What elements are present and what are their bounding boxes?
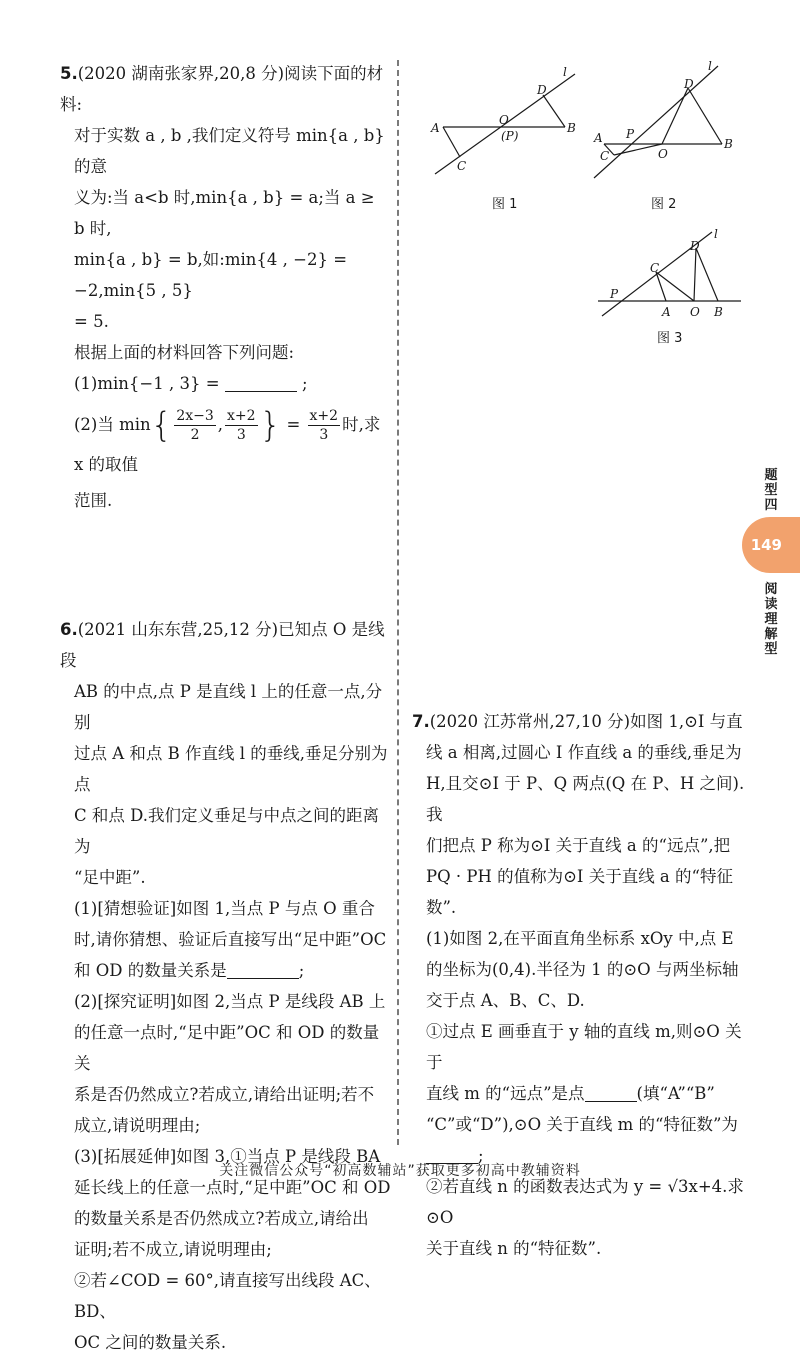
- fraction-denominator: 2: [190, 427, 200, 443]
- problem-7-part2-line1: ②若直线 n 的函数表达式为 y = √3x+4.求⊙O: [426, 1177, 744, 1227]
- blank-suffix: ;: [298, 961, 305, 980]
- q1-suffix: ;: [302, 374, 308, 393]
- label-D: D: [537, 83, 547, 97]
- problem-6-number: 6.: [60, 620, 78, 639]
- figure-1-diagram: [425, 62, 585, 187]
- answer-blank[interactable]: [227, 960, 299, 979]
- problem-7-line: (1)如图 2,在平面直角坐标系 xOy 中,点 E: [426, 929, 734, 948]
- label-O: O: [658, 147, 668, 161]
- q2-suffix: 时,求 x 的取值: [74, 415, 381, 474]
- equals-sign: =: [286, 415, 301, 434]
- problem-7-part1-line3: “C”或“D”),⊙O 关于直线 m 的“特征数”为: [426, 1115, 738, 1134]
- fraction: [225, 407, 258, 444]
- problem-7-line: 交于点 A、B、C、D.: [426, 991, 585, 1010]
- label-P: P: [610, 287, 619, 301]
- fraction: [308, 407, 341, 444]
- problem-7-line: 数”.: [426, 898, 457, 917]
- page-number: 149: [750, 536, 782, 554]
- problem-6-line: (3)[拓展延伸]如图 3,①当点 P 是线段 BA: [74, 1147, 381, 1166]
- problem-6-line: 的任意一点时,“足中距”OC 和 OD 的数量关: [74, 1023, 380, 1073]
- problem-6-line: 证明;若不成立,请说明理由;: [74, 1240, 272, 1259]
- label-A: A: [662, 305, 671, 319]
- figure-3-caption: 图 3: [657, 331, 683, 346]
- label-P: P: [626, 127, 635, 141]
- fraction-denominator: 3: [236, 427, 246, 443]
- figure-1: [425, 62, 585, 187]
- figure-2: [590, 58, 740, 188]
- figure-2-diagram: [590, 58, 740, 188]
- problem-6-line: 的数量关系是否仍然成立?若成立,请给出: [74, 1209, 369, 1228]
- problem-6-line: 时,请你猜想、验证后直接写出“足中距”OC: [74, 930, 387, 949]
- problem-5-source: (2020 湖南张家界,20,8 分)阅读下面的材料:: [60, 64, 384, 114]
- problem-5-q1: [60, 368, 390, 399]
- label-O: O: [499, 113, 509, 127]
- problem-7-number: 7.: [412, 712, 430, 731]
- label-P: (P): [501, 129, 519, 143]
- problem-7-line: 线 a 相离,过圆心 I 作直线 a 的垂线,垂足为: [426, 743, 742, 762]
- problem-7-part1-line1: ①过点 E 画垂直于 y 轴的直线 m,则⊙O 关于: [426, 1022, 742, 1072]
- problem-7-line: 们把点 P 称为⊙I 关于直线 a 的“远点”,把: [426, 836, 731, 855]
- q1-prefix: (1)min{−1 , 3} =: [74, 374, 220, 393]
- label-A: A: [431, 121, 440, 135]
- right-brace-icon: }: [259, 405, 282, 446]
- label-C: C: [650, 261, 660, 275]
- problem-7-line: (2020 江苏常州,27,10 分)如图 1,⊙I 与直: [429, 712, 743, 731]
- problem-7-header: [412, 706, 752, 737]
- fraction-denominator: 3: [319, 427, 329, 443]
- problem-5-line: = 5.: [74, 312, 109, 331]
- problem-7: [412, 706, 752, 1264]
- fraction-numerator: x+2: [227, 408, 256, 424]
- problem-5-header: [60, 58, 390, 120]
- problem-6: [60, 614, 395, 1358]
- label-A: A: [594, 131, 603, 145]
- part1-suffix: (填“A”“B”: [636, 1084, 715, 1103]
- problem-6-line-blank: [60, 955, 395, 986]
- figure-3: [596, 226, 746, 322]
- figure-2-caption: 图 2: [651, 197, 677, 212]
- problem-5-q2: (2)当 min{ $\frac{2x-3}{2}$ , $\frac{x+2}{3}$ } = $\frac{x+2}{3}$ 时,求 x 的取值: [74, 405, 381, 474]
- problem-7-line: PQ · PH 的值称为⊙I 关于直线 a 的“特征: [426, 867, 733, 886]
- column-divider: [397, 60, 399, 1145]
- answer-blank[interactable]: [225, 373, 297, 392]
- figure-3-diagram: [596, 226, 746, 322]
- problem-6-line: OC 之间的数量关系.: [74, 1333, 227, 1352]
- left-brace-icon: {: [150, 405, 173, 446]
- problem-5-line: min{a , b} = b,如:min{4 , −2} = −2,min{5 , 5}: [74, 250, 348, 300]
- part1-line4-suffix: ;: [478, 1146, 484, 1165]
- label-B: B: [724, 137, 733, 151]
- label-O: O: [690, 305, 700, 319]
- problem-5-prompt: 根据上面的材料回答下列问题:: [74, 343, 295, 362]
- fraction-numerator: 2x−3: [176, 408, 214, 424]
- problem-5: [60, 58, 390, 516]
- label-l: l: [714, 227, 718, 241]
- label-B: B: [714, 305, 723, 319]
- problem-6-line: (2021 山东东营,25,12 分)已知点 O 是线段: [60, 620, 385, 670]
- problem-6-header: [60, 614, 395, 676]
- problem-5-line: 义为:当 a<b 时,min{a , b} = a;当 a ≥ b 时,: [74, 188, 375, 238]
- q2-prefix: (2)当 min: [74, 415, 151, 434]
- label-C: C: [600, 149, 610, 163]
- problem-5-q2-tail: 范围.: [74, 491, 113, 510]
- label-B: B: [567, 121, 576, 135]
- problem-6-line: 过点 A 和点 B 作直线 l 的垂线,垂足分别为点: [74, 744, 388, 794]
- label-D: D: [684, 77, 694, 91]
- label-l: l: [563, 65, 567, 79]
- problem-6-line: 系是否仍然成立?若成立,请给出证明;若不: [74, 1085, 375, 1104]
- answer-blank[interactable]: [585, 1083, 637, 1102]
- problem-7-line: 的坐标为(0,4).半径为 1 的⊙O 与两坐标轴: [426, 960, 739, 979]
- problem-6-line: (2)[探究证明]如图 2,当点 P 是线段 AB 上: [74, 992, 386, 1011]
- problem-6-line: “足中距”.: [74, 868, 146, 887]
- footer-note: 关注微信公众号“初高数辅站”获取更多初高中教辅资料: [219, 1163, 581, 1179]
- figure-1-caption: 图 1: [492, 197, 518, 212]
- label-l: l: [708, 59, 712, 73]
- side-tab-section-name: 阅读理解型: [764, 582, 778, 657]
- label-D: D: [690, 239, 700, 253]
- side-tab-section-title: 题型四: [764, 468, 778, 513]
- part1-prefix: 直线 m 的“远点”是点: [426, 1084, 585, 1103]
- problem-6-line: AB 的中点,点 P 是直线 l 上的任意一点,分别: [74, 682, 383, 732]
- problem-6-line: ②若∠COD = 60°,请直接写出线段 AC、BD、: [74, 1271, 381, 1321]
- problem-5-number: 5.: [60, 64, 78, 83]
- problem-7-part1-line2: [412, 1078, 752, 1109]
- label-C: C: [457, 159, 467, 173]
- problem-6-line: 和 OD 的数量关系是: [74, 961, 227, 980]
- problem-6-line: C 和点 D.我们定义垂足与中点之间的距离为: [74, 806, 380, 856]
- fraction: [174, 407, 215, 444]
- fraction-numerator: x+2: [309, 408, 339, 424]
- problem-5-line: 对于实数 a , b ,我们定义符号 min{a , b} 的意: [74, 126, 385, 176]
- problem-7-part2-line2: 关于直线 n 的“特征数”.: [426, 1239, 602, 1258]
- problem-7-line: H,且交⊙I 于 P、Q 两点(Q 在 P、H 之间).我: [426, 774, 745, 824]
- problem-6-line: (1)[猜想验证]如图 1,当点 P 与点 O 重合: [74, 899, 375, 918]
- problem-6-line: 成立,请说明理由;: [74, 1116, 201, 1135]
- problem-6-line: 延长线上的任意一点时,“足中距”OC 和 OD: [74, 1178, 391, 1197]
